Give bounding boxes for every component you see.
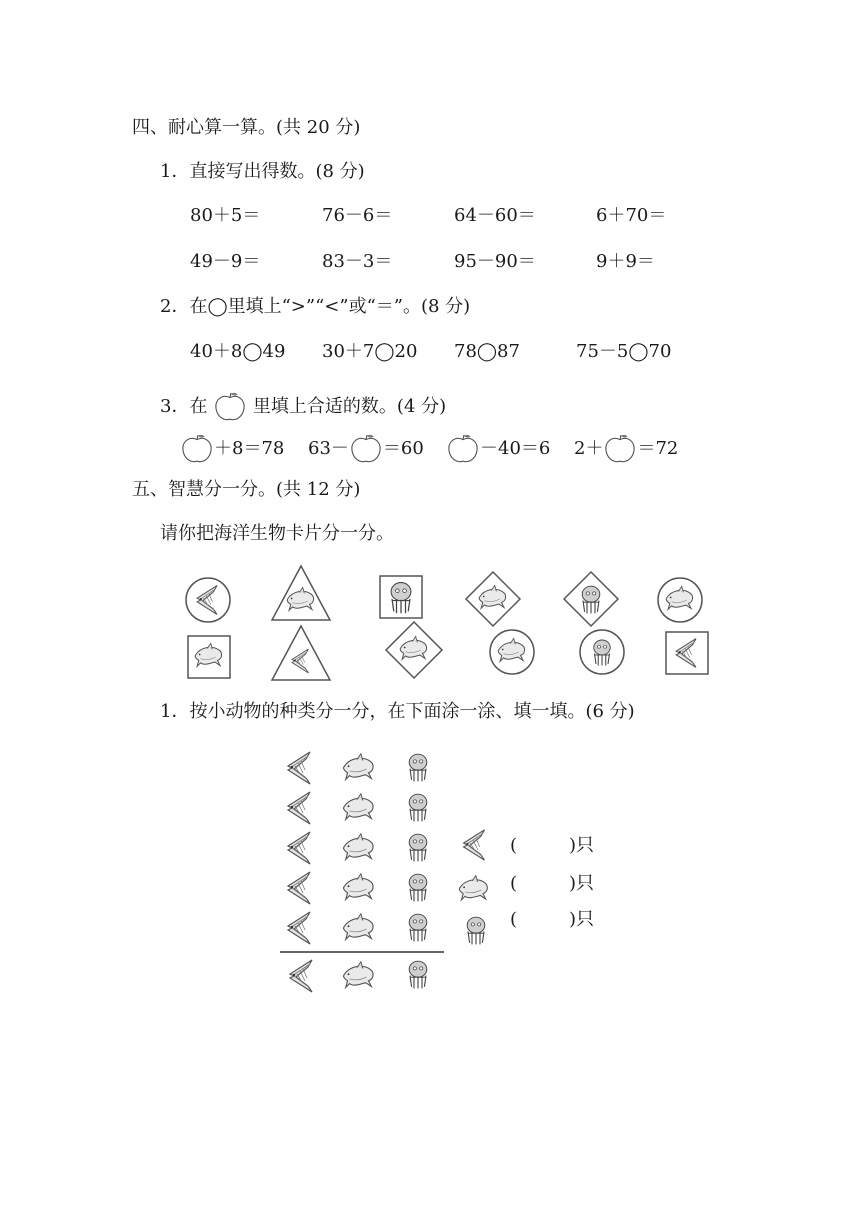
jellyfish-icon	[460, 912, 492, 948]
card-triangle-dolphin	[270, 564, 332, 622]
card-diamond-jellyfish	[562, 570, 620, 628]
calc-item: 95－90＝	[454, 251, 536, 272]
section-5-question-1-title: 1．按小动物的种类分一分，在下面涂一涂、填一填。(6 分)	[160, 701, 635, 722]
answer-blank-jellyfish[interactable]: ( )只	[510, 909, 595, 930]
section-5-title: 五、智慧分一分。(共 12 分)	[132, 479, 361, 500]
section-5-instruction: 请你把海洋生物卡片分一分。	[160, 523, 394, 544]
calc-item: 49－9＝	[190, 251, 261, 272]
equation-tail: －40＝6	[480, 438, 551, 459]
question-1-title: 1．直接写出得数。(8 分)	[160, 161, 365, 182]
calc-item: 80＋5＝	[190, 205, 261, 226]
apple-blank-icon	[349, 434, 383, 464]
card-square-fish	[664, 630, 710, 676]
card-square-dolphin	[186, 634, 232, 680]
calc-item: 9＋9＝	[596, 251, 655, 272]
compare-item: 40＋8◯49	[190, 341, 286, 362]
equation-head: 63－	[308, 438, 349, 459]
question-3-title	[160, 392, 446, 422]
equation-tail: ＝72	[637, 438, 679, 459]
card-triangle-fish	[270, 624, 332, 682]
calc-item: 64－60＝	[454, 205, 536, 226]
apple-equation	[180, 434, 284, 464]
equation-tail: ＝60	[382, 438, 424, 459]
compare-item: 78◯87	[454, 341, 520, 362]
calc-item: 76－6＝	[322, 205, 393, 226]
card-circle-jellyfish	[578, 628, 626, 676]
answer-blank-fish[interactable]: ( )只	[510, 835, 595, 856]
fish-icon	[456, 826, 494, 864]
compare-item: 30＋7◯20	[322, 341, 418, 362]
tally-chart	[276, 748, 456, 1000]
apple-blank-icon	[446, 434, 480, 464]
apple-blank-icon	[213, 392, 247, 422]
apple-equation	[446, 434, 550, 464]
section-4-title: 四、耐心算一算。(共 20 分)	[132, 117, 361, 138]
apple-equation	[308, 434, 424, 464]
question-3-suffix: 里填上合适的数。(4 分)	[252, 396, 447, 417]
question-2-title: 2．在◯里填上“>”“<”或“＝”。(8 分)	[160, 296, 471, 317]
card-circle-dolphin	[488, 628, 536, 676]
dolphin-icon	[454, 872, 494, 908]
card-circle-fish	[184, 576, 232, 624]
calc-item: 83－3＝	[322, 251, 393, 272]
apple-blank-icon	[180, 434, 214, 464]
apple-blank-icon	[603, 434, 637, 464]
card-diamond-dolphin	[464, 570, 522, 628]
card-circle-dolphin	[656, 576, 704, 624]
compare-item: 75－5◯70	[576, 341, 672, 362]
answer-blank-dolphin[interactable]: ( )只	[510, 873, 595, 894]
question-3-prefix: 3．在	[160, 396, 208, 417]
equation-head: 2＋	[574, 438, 604, 459]
apple-equation	[574, 434, 678, 464]
equation-tail: ＋8＝78	[214, 438, 285, 459]
card-diamond-dolphin	[384, 620, 444, 680]
card-square-jellyfish	[378, 574, 424, 620]
calc-item: 6＋70＝	[596, 205, 667, 226]
